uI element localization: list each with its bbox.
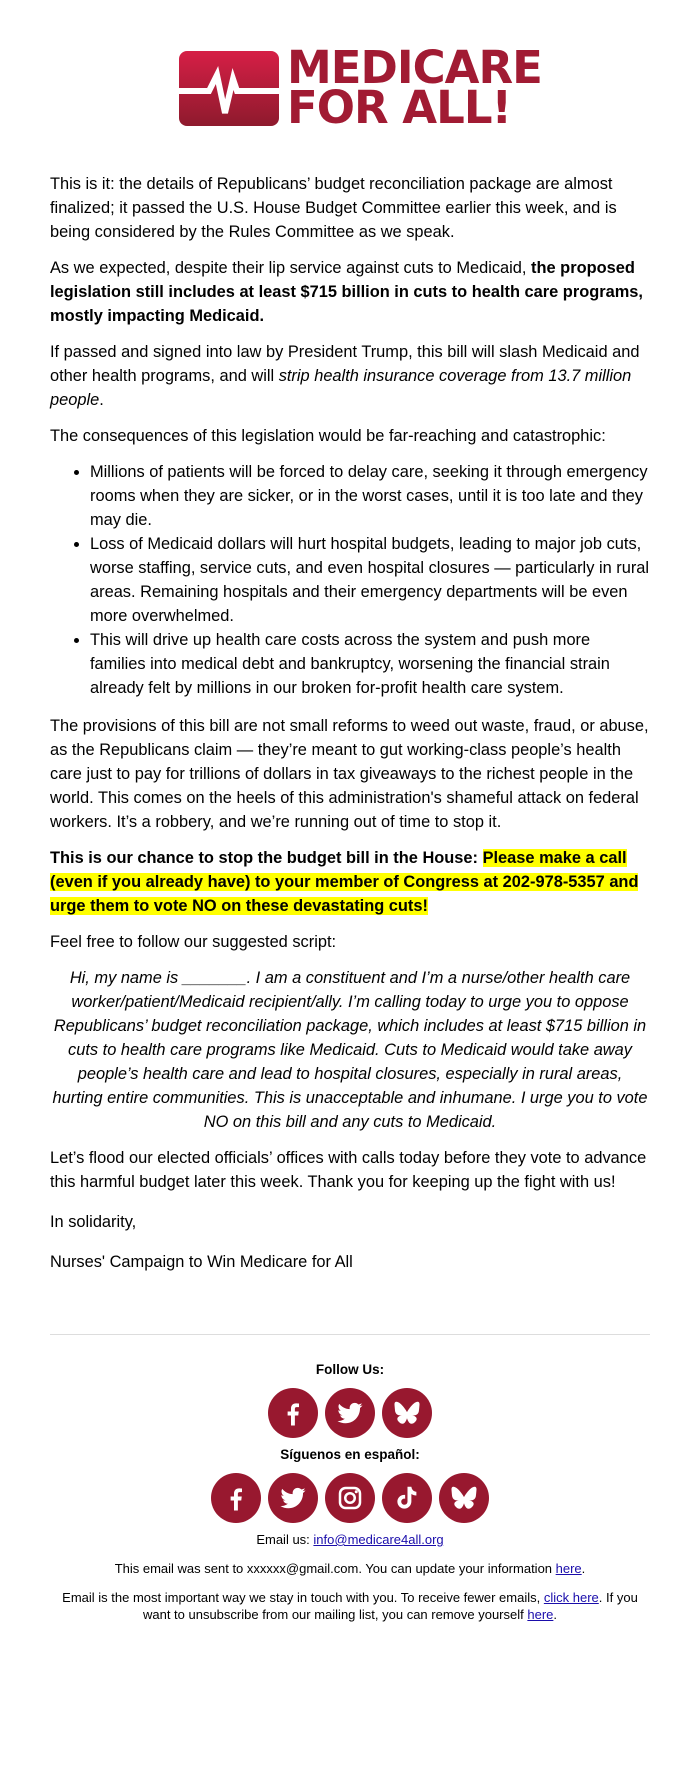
intro-paragraph: This is it: the details of Republicans’ budget reconciliation package are almost finalized; it passed the U.S. House Budget Committee earlier this week, and is being considered by the Rules Committee as we speak. <box>50 175 617 241</box>
list-item: • This will drive up health care costs across the system and push more families into medical debt and bankruptcy, worsening the financial strain already felt by millions in our broken for-profit health care system. <box>90 628 650 700</box>
sent-text: This email was sent to xxxxxx@gmail.com. You can update your information <box>114 1561 556 1576</box>
sent-end: . <box>581 1561 586 1576</box>
cuts-bold-text: the proposed legislation still includes at least $715 billion in cuts to health care programs, mostly impacting Medicaid. <box>50 259 643 325</box>
spanish-follow-title: Síguenos en español: <box>280 1447 420 1462</box>
unsub-end: . <box>553 1607 558 1622</box>
spanish-social-icons <box>0 1473 700 1523</box>
logo-line-1: MEDICARE <box>287 41 542 94</box>
list-item: • Loss of Medicaid dollars will hurt hospital budgets, leading to major job cuts, worse staffing, service cuts, and even hospital closures — particularly in rural areas. Remaining hospitals and their emergency departments will be even more overwhelmed. <box>90 532 650 628</box>
signature-text: Nurses' Campaign to Win Medicare for All <box>50 1253 353 1271</box>
facebook-icon[interactable] <box>211 1473 261 1523</box>
unsubscribe-link[interactable]: here <box>527 1607 554 1622</box>
flood-paragraph: Let’s flood our elected officials’ offices with calls today before they vote to advance this harmful budget later this week. Thank you for keeping up the fight with us! <box>50 1149 647 1191</box>
unsub-text-2: . If you want to unsubscribe from our mailing list, you can remove yourself <box>142 1590 638 1622</box>
sent-to-line <box>0 1560 700 1577</box>
cta-bold-text: This is our chance to stop the budget bill in the House: <box>50 849 483 867</box>
email-link[interactable]: info@medicare4all.org <box>313 1532 444 1547</box>
twitter-icon[interactable] <box>268 1473 318 1523</box>
social-icons <box>0 1388 700 1438</box>
script-intro-paragraph: Feel free to follow our suggested script: <box>50 933 337 951</box>
consequences-list <box>50 460 650 700</box>
unsubscribe-line <box>0 1589 700 1623</box>
call-to-action-paragraph <box>50 846 650 918</box>
logo-wordmark <box>287 41 547 134</box>
follow-us-title: Follow Us: <box>315 1362 385 1377</box>
expectation-text: As we expected, despite their lip service against cuts to Medicaid, <box>50 259 532 277</box>
coverage-italic-text: strip health insurance coverage from 13.7 million people <box>50 367 632 409</box>
impact-text: If passed and signed into law by President Trump, this bill will slash Medicaid and other health programs, and will <box>50 343 640 385</box>
email-body <box>0 172 700 1274</box>
tiktok-icon[interactable] <box>382 1473 432 1523</box>
consequences-paragraph: The consequences of this legislation would be far-reaching and catastrophic: <box>50 427 606 445</box>
update-info-link[interactable]: here <box>555 1561 582 1576</box>
heartbeat-logo-icon <box>179 51 279 126</box>
provisions-paragraph: The provisions of this bill are not small reforms to weed out waste, fraud, or abuse, as the Republicans claim — they’re meant to gut working-class people’s health care just to pay for trillions of dollars in tax giveaways to the richest people in the world. This comes on the heels of this administration's shameful attack on federal workers. It’s a robbery, and we’re running out of time to stop it. <box>50 717 649 831</box>
suggested-script: Hi, my name is _______. I am a constituent and I’m a nurse/other health care worker/patient/Medicaid recipient/ally. I’m calling today to urge you to oppose Republicans’ budget reconciliation package, which includes at least $715 billion in cuts to health care programs like Medicaid. Cuts to Medicaid would take away people’s health care and lead to hospital closures, especially in rural areas, hurting entire communities. This is unacceptable and inhumane. I urge you to vote NO on this bill and any cuts to Medicaid. <box>52 969 648 1131</box>
list-item: • Millions of patients will be forced to delay care, seeking it through emergency rooms when they are sicker, or in the worst cases, until it is too late and they may die. <box>90 460 650 532</box>
expectation-paragraph <box>50 256 650 328</box>
footer-divider <box>50 1334 650 1335</box>
email-us-line <box>0 1531 700 1548</box>
impact-paragraph <box>50 340 650 412</box>
footer <box>0 1361 700 1623</box>
logo-header <box>0 0 700 150</box>
impact-end: . <box>99 391 104 409</box>
bluesky-icon[interactable] <box>439 1473 489 1523</box>
instagram-icon[interactable] <box>325 1473 375 1523</box>
logo-line-2: FOR ALL! <box>287 81 512 134</box>
twitter-icon[interactable] <box>325 1388 375 1438</box>
unsub-text-1: Email is the most important way we stay in touch with you. To receive fewer emails, <box>62 1590 544 1605</box>
cta-highlight-text: Please make a call (even if you already have) to your member of Congress at 202-978-5357 and urge them to vote NO on these devastating cuts! <box>50 849 639 915</box>
fewer-emails-link[interactable]: click here <box>543 1590 599 1605</box>
closing-text: In solidarity, <box>50 1213 137 1231</box>
facebook-icon[interactable] <box>268 1388 318 1438</box>
email-us-label: Email us: <box>256 1532 314 1547</box>
bluesky-icon[interactable] <box>382 1388 432 1438</box>
